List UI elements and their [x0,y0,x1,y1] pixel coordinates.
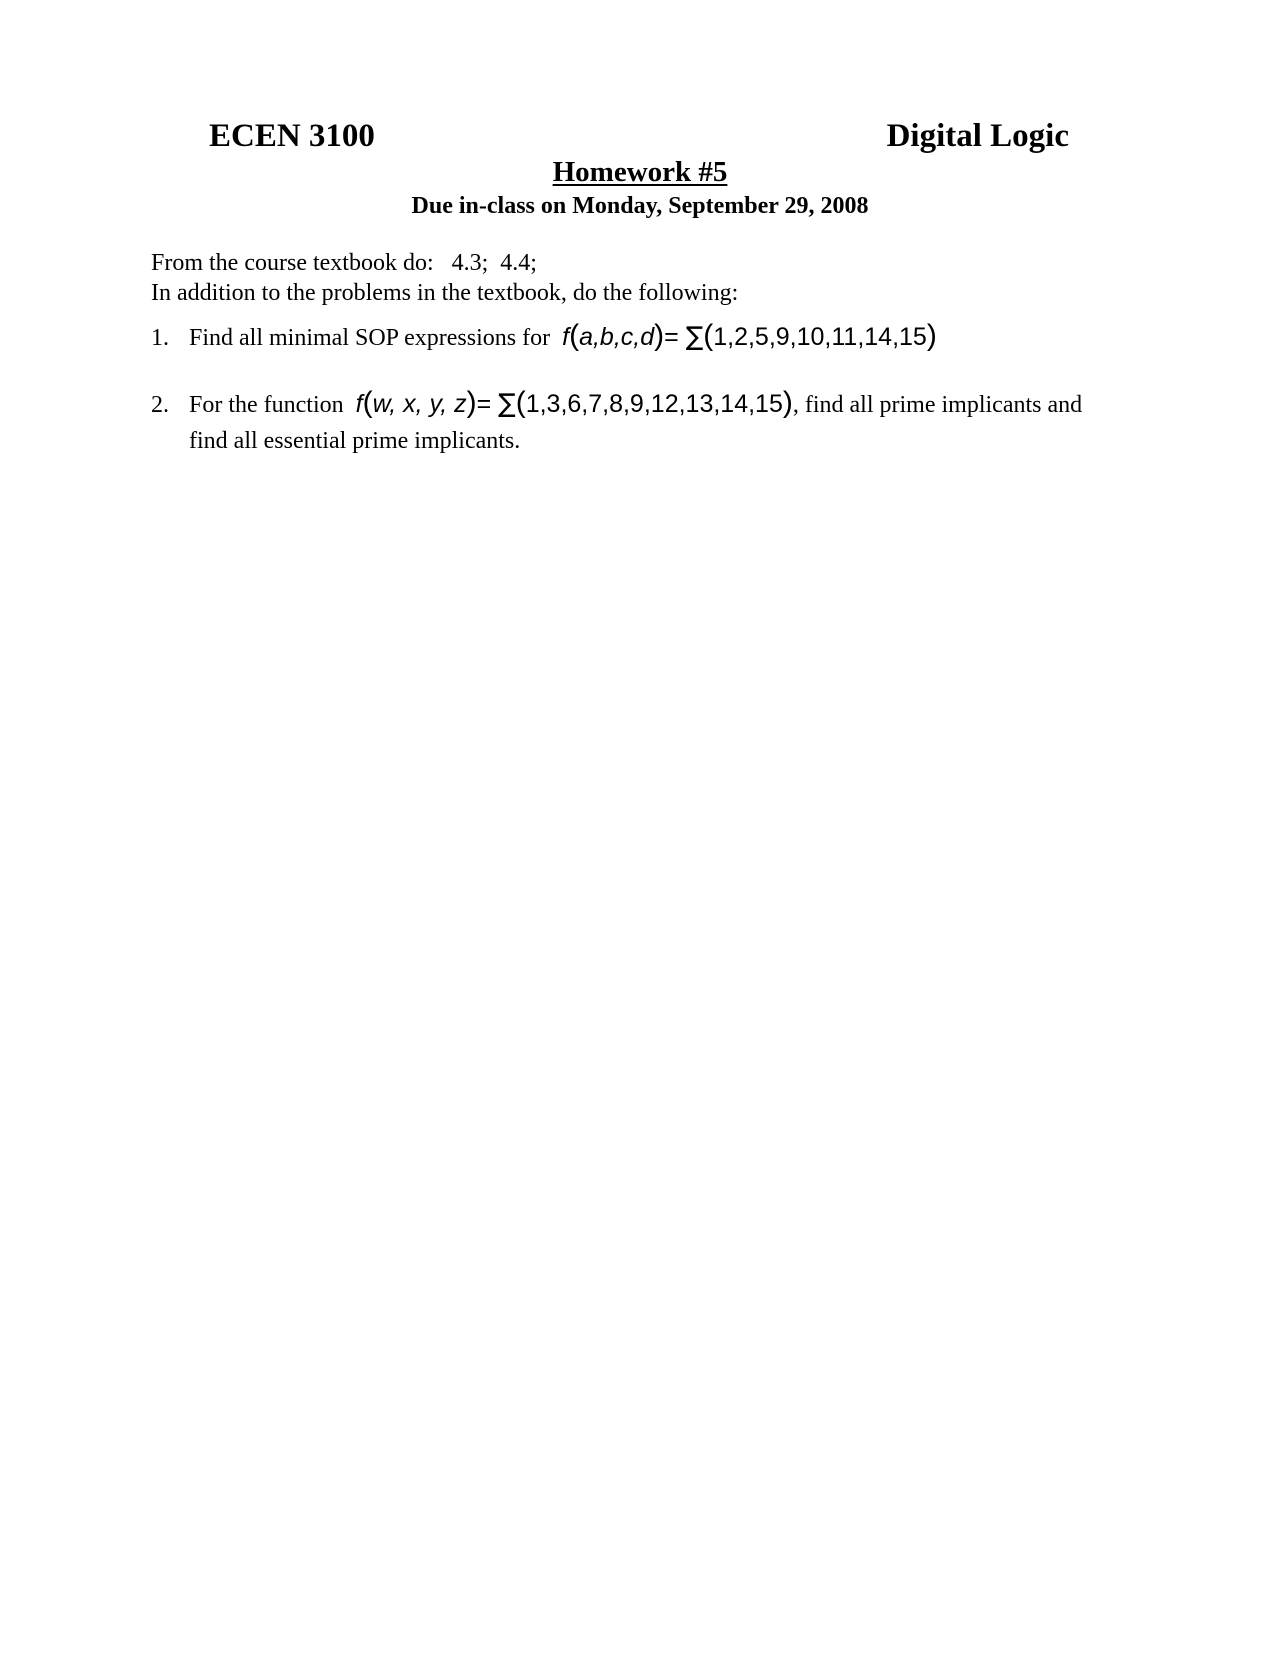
function-expression: f(w, x, y, z)= ∑(1,3,6,7,8,9,12,13,14,15) [355,386,793,419]
problem-number: 2. [151,392,169,418]
function-name: f [562,323,570,351]
due-date: Due in-class on Monday, September 29, 2008 [411,193,869,219]
problem-2 [151,385,1082,459]
course-name: Digital Logic [886,118,1069,154]
intro-text [151,248,738,308]
problem-text: For the function [189,392,344,418]
homework-title [0,156,1280,189]
minterm-list: 1,2,5,9,10,11,14,15 [713,323,927,351]
problem-text-after: , find all prime implicants and [792,392,1083,418]
minterm-list: 1,3,6,7,8,9,12,13,14,15 [525,390,783,418]
sigma-icon: ∑ [685,322,704,352]
homework-title-text: Homework #5 [552,156,728,188]
function-variables: w, x, y, z [372,390,467,418]
course-code: ECEN 3100 [209,118,375,154]
equals-sign: = [664,323,679,351]
sigma-icon: ∑ [498,389,516,419]
equals-sign: = [476,390,492,418]
function-variables: a,b,c,d [579,323,655,351]
problem-continuation: find all essential prime implicants. [189,428,521,454]
intro-line-textbook: From the course textbook do: 4.3; 4.4; [151,250,537,276]
function-expression: f(a,b,c,d)= ∑(1,2,5,9,10,11,14,15) [562,319,937,352]
problem-1 [151,318,937,356]
problem-text: Find all minimal SOP expressions for [189,325,551,351]
function-name: f [355,390,363,418]
problem-number: 1. [151,325,169,351]
intro-line-additional: In addition to the problems in the textbook, do the following: [151,280,739,306]
